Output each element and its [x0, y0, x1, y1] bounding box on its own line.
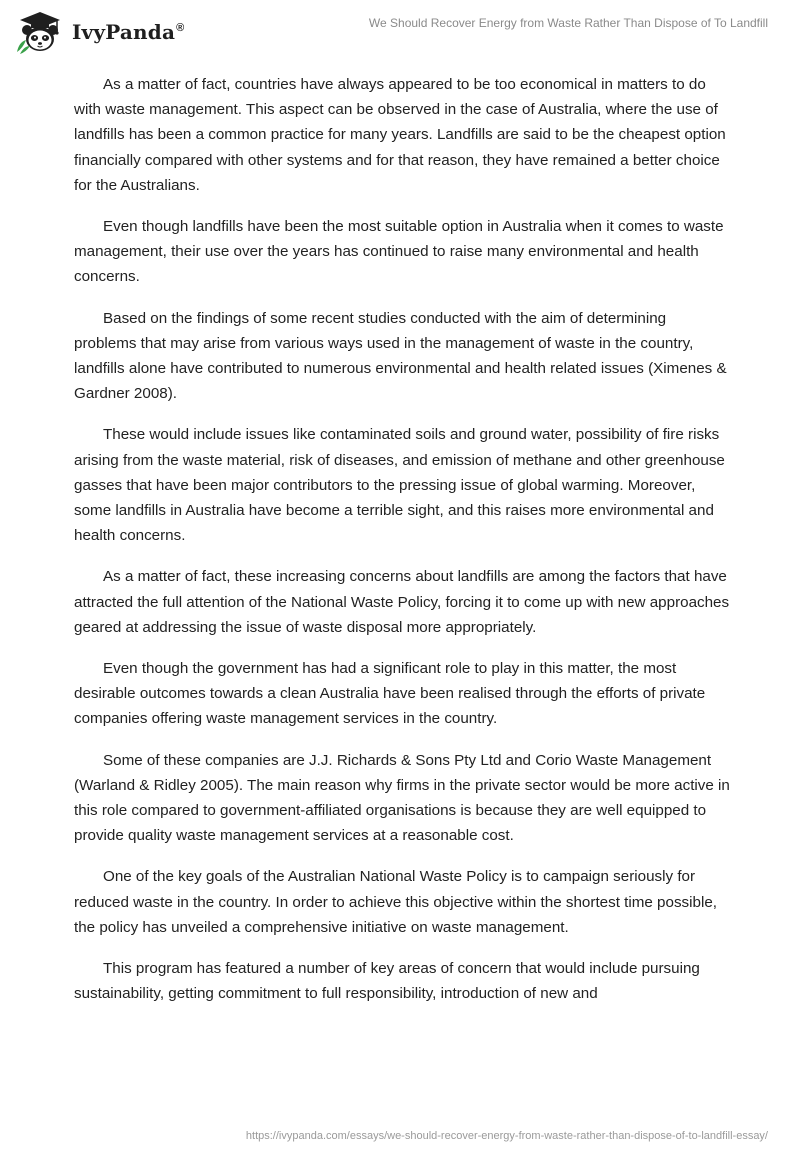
paragraph-4: These would include issues like contaminated soils and ground water, possibility of fire risks arising from the waste material, risk of diseases, and emission of methane and other greenhouse gasses that have been major contributors to the pressing issue of global warming. Moreover, some landfills in Australia have become a terrible sight, and this raises more environmental and health concerns.	[74, 426, 725, 545]
essay-body	[74, 72, 730, 1023]
paragraph-6: Even though the government has had a significant role to play in this matter, the most desirable outcomes towards a clean Australia have been realised through the efforts of private companies offering waste management services in the country.	[74, 660, 706, 728]
paragraph-3: Based on the findings of some recent studies conducted with the aim of determining problems that may arise from various ways used in the management of waste in the country, landfills alone have contributed to numerous environmental and health related issues (Ximenes & Gardner 2008).	[74, 309, 727, 403]
panda-graduation-cap-icon	[14, 8, 66, 54]
paragraph-1: As a matter of fact, countries have always appeared to be too economical in matters to do with waste management. This aspect can be observed in the case of Australia, where the use of landfills has been a common practice for many years. Landfills are said to be the cheapest option financially compared with other systems and for that reason, they have remained a better choice for the Australians.	[74, 76, 726, 194]
paragraph-7: Some of these companies are J.J. Richards & Sons Pty Ltd and Corio Waste Management (Warland & Ridley 2005). The main reason why firms in the private sector would be more active in this role compared to government-affiliated organisations is because they are well equipped to provide quality waste management services at a reasonable cost.	[74, 751, 730, 845]
paragraph-5: As a matter of fact, these increasing concerns about landfills are among the factors that have attracted the full attention of the National Waste Policy, forcing it to come up with new approaches geared at addressing the issue of waste disposal more appropriately.	[74, 568, 730, 636]
page-header	[0, 0, 800, 60]
source-url[interactable]: https://ivypanda.com/essays/we-should-recover-energy-from-waste-rather-than-dispose-of-to-landfill-essay/	[245, 1130, 768, 1142]
brand-logo[interactable]	[14, 8, 184, 54]
brand-name: IvyPanda®	[72, 20, 185, 44]
paragraph-9: This program has featured a number of key areas of concern that would include pursuing sustainability, getting commitment to full responsibility, introduction of new and	[74, 960, 700, 1003]
paragraph-2: Even though landfills have been the most suitable option in Australia when it comes to waste management, their use over the years has continued to raise many environmental and health concerns.	[74, 218, 724, 286]
document-title: We Should Recover Energy from Waste Rather Than Dispose of To Landfill	[368, 16, 768, 30]
paragraph-8: One of the key goals of the Australian National Waste Policy is to campaign seriously for reduced waste in the country. In order to achieve this objective within the shortest time possible, the policy has unveiled a comprehensive initiative on waste management.	[74, 868, 717, 936]
registered-mark: ®	[176, 22, 185, 35]
